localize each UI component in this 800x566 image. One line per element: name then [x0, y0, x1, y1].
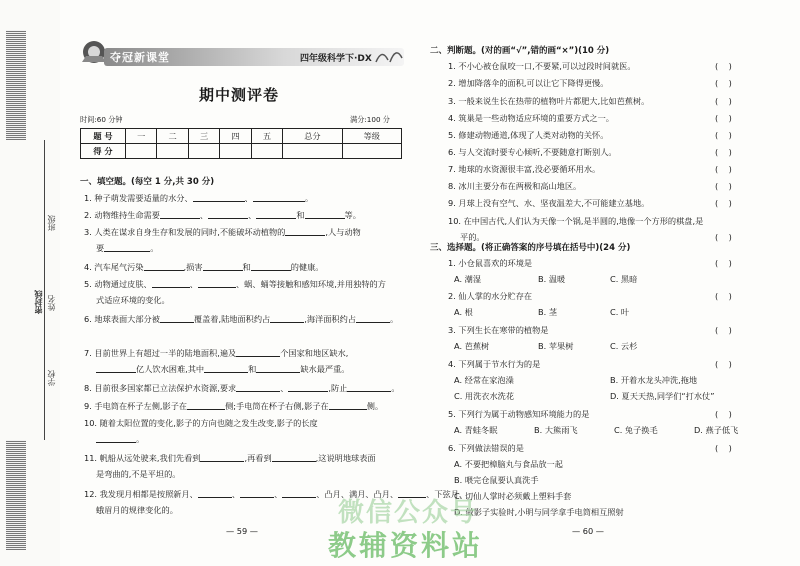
exam-full-score: 满分:100 分 [350, 115, 390, 124]
answer-paren[interactable]: ( ) [715, 96, 732, 106]
option: B. 苹果树 [538, 341, 574, 351]
option: C. 云杉 [610, 341, 638, 351]
judge-item: 6. 与人交流时要专心倾听,不要随意打断别人。 [448, 147, 617, 157]
section-2-title: 二、判断题。(对的画“√”,错的画“×”)(10 分) [430, 46, 610, 56]
judge-item: 4. 筑巢是一些动物适应环境的重要方式之一。 [448, 113, 614, 123]
answer-paren[interactable]: ( ) [715, 130, 732, 140]
q10-cont: 。 [96, 434, 144, 445]
option: A. 青蛙冬眠 [454, 425, 498, 435]
answer-paren[interactable]: ( ) [715, 232, 732, 242]
option: D. 做影子实验时,小明与同学拿手电筒相互照射 [454, 507, 624, 517]
q5: 5. 动物通过皮肤、 、 、蜗、蛹等接触和感知环境,并用独特的方 [84, 279, 386, 289]
score-cell: 总分 [283, 129, 342, 144]
judge-item: 10. 在中国古代,人们认为天像一个锅,是半圆的,地像一个方形的棋盘,是 [448, 216, 704, 226]
binding-margin [0, 0, 60, 566]
option: A. 经常在家泡澡 [454, 375, 514, 385]
q6: 6. 地球表面大部分被 覆盖着,陆地面积约占 ,海洋面积约占 。 [84, 314, 399, 324]
option: A. 潮湿 [454, 274, 482, 284]
option: A. 根 [454, 307, 473, 317]
score-table-row [81, 144, 402, 159]
option: A. 不要把樟脑丸与食品放一起 [454, 459, 563, 469]
choice-q3-stem: 3. 下列生长在寒带的植物是 [448, 325, 549, 335]
score-input[interactable] [126, 144, 157, 159]
watermark-line1: 微信公众号 [338, 498, 479, 528]
binding-school-label: 学校 [47, 370, 56, 386]
score-table-header [81, 129, 402, 144]
answer-paren[interactable]: ( ) [715, 443, 732, 453]
choice-q5-stem: 5. 下列行为属于动物感知环境能力的是 [448, 409, 590, 419]
answer-paren[interactable]: ( ) [715, 113, 732, 123]
answer-paren[interactable]: ( ) [715, 198, 732, 208]
answer-paren[interactable]: ( ) [715, 325, 732, 335]
option: B. 喂完仓鼠要认真洗手 [454, 475, 539, 485]
score-input[interactable] [220, 144, 251, 159]
judge-item: 1. 不小心被仓鼠咬一口,不要紧,可以过段时间就医。 [448, 61, 636, 71]
section-3-title: 三、选择题。(将正确答案的序号填在括号中)(24 分) [430, 243, 631, 253]
judge-item: 8. 冰川主要分布在两极和高山地区。 [448, 181, 582, 191]
page-title: 期中测评卷 [199, 86, 280, 104]
option: C. 切仙人掌时必须戴上塑料手套 [454, 491, 572, 501]
score-cell: 一 [126, 129, 157, 144]
judge-item: 5. 修建动物通道,体现了人类对动物的关怀。 [448, 130, 609, 140]
q12: 12. 我发现月相都是按照新月、 、 、 、凸月、满月、凸月、 、下弦月、 [84, 489, 468, 499]
score-input[interactable] [342, 144, 401, 159]
q4: 4. 汽车尾气污染 ,损害 和 的健康。 [84, 262, 324, 272]
score-row-label: 得 分 [81, 144, 126, 159]
score-input[interactable] [251, 144, 282, 159]
score-cell: 等级 [342, 129, 401, 144]
score-cell: 五 [251, 129, 282, 144]
option: B. 大熊雨飞 [534, 425, 578, 435]
seal-line [44, 140, 45, 440]
page-number-right: — 60 — [572, 526, 604, 536]
option: B. 温暖 [538, 274, 566, 284]
option: B. 茎 [538, 307, 558, 317]
binding-name-label: 姓名 [47, 295, 56, 311]
section-1-title: 一、填空题。(每空 1 分,共 30 分) [80, 177, 215, 187]
score-table [80, 128, 402, 159]
q9: 9. 手电筒在杯子左侧,影子在 侧;手电筒在杯子右侧,影子在 侧。 [84, 401, 384, 411]
answer-paren[interactable]: ( ) [715, 359, 732, 369]
judge-item: 9. 月球上没有空气、水、坚夜温差大,不可能建立基地。 [448, 198, 650, 208]
q11: 11. 帆船从远处驶来,我们先看到 ,再看到 ,这说明地球表面 [84, 453, 376, 463]
choice-q2-stem: 2. 仙人掌的水分贮存在 [448, 291, 533, 301]
judge-item: 7. 地球的水资源很丰富,没必要循环用水。 [448, 164, 601, 174]
grade-tag: 四年级科学下·DX [300, 54, 372, 64]
answer-paren[interactable]: ( ) [715, 291, 732, 301]
option: A. 芭蕉树 [454, 341, 490, 351]
option: C. 兔子换毛 [614, 425, 658, 435]
q7: 7. 目前世界上有超过一半的陆地面积,遍及 个国家和地区缺水, [84, 348, 349, 358]
binding-stripe-top [6, 30, 26, 140]
answer-paren[interactable]: ( ) [715, 258, 732, 268]
page-number-left: — 59 — [226, 526, 258, 536]
score-cell-label: 题 号 [81, 129, 126, 144]
q12-cont: 蛾眉月的规律变化的。 [96, 505, 178, 515]
choice-q1-stem: 1. 小仓鼠喜欢的环境是 [448, 258, 533, 268]
answer-paren[interactable]: ( ) [715, 147, 732, 157]
brand-name: 夺冠新课堂 [110, 51, 170, 64]
q8: 8. 目前很多国家都已立法保护水资源,要求 、 ,防止 。 [84, 383, 400, 393]
answer-paren[interactable]: ( ) [715, 164, 732, 174]
q3: 3. 人类在谋求自身生存和发展的同时,不能破坏动植物的 ,人与动物 [84, 227, 361, 237]
score-cell: 三 [188, 129, 219, 144]
option: B. 开着水龙头冲洗,拖地 [610, 375, 698, 385]
choice-q6-stem: 6. 下列做法错误的是 [448, 443, 524, 453]
answer-paren[interactable]: ( ) [715, 61, 732, 71]
judge-item: 平的。 [460, 232, 485, 242]
score-input[interactable] [157, 144, 188, 159]
q10: 10. 随着太阳位置的变化,影子的方向也随之发生改变,影子的长度 [84, 418, 318, 428]
binding-seal-label: 密封线 [34, 290, 43, 314]
q7-cont: 亿人饮水困难,其中 和 缺水最严重。 [96, 364, 349, 375]
option: C. 黑暗 [610, 274, 638, 284]
q11-cont: 是弯曲的,不是平坦的。 [96, 469, 181, 479]
binding-stripe-bottom [6, 440, 26, 550]
exam-time: 时间:60 分钟 [80, 115, 123, 124]
score-input[interactable] [188, 144, 219, 159]
q3-cont: 要 。 [96, 243, 159, 253]
option: C. 用洗衣水洗花 [454, 391, 515, 401]
score-cell: 二 [157, 129, 188, 144]
q5-cont: 式适应环境的变化。 [96, 295, 170, 305]
binding-class-label: 班级 [47, 215, 56, 231]
answer-paren[interactable]: ( ) [715, 181, 732, 191]
option: C. 叶 [610, 307, 630, 317]
q1: 1. 种子萌发需要适量的水分、 、 。 [84, 193, 314, 203]
judge-item: 2. 增加降落伞的面积,可以让它下降得更慢。 [448, 78, 609, 88]
watermark-line2: 教辅资料站 [328, 529, 484, 562]
score-cell: 四 [220, 129, 251, 144]
judge-item: 3. 一般来说生长在热带的植物叶片都肥大,比如芭蕉树。 [448, 96, 650, 106]
option: D. 燕子低飞 [694, 425, 739, 435]
q2: 2. 动物维持生命需要 、 、 和 等。 [84, 210, 361, 220]
answer-paren[interactable]: ( ) [715, 78, 732, 88]
option: D. 夏天天热,同学们“打水仗” [610, 391, 715, 401]
leaf-decoration-icon [372, 44, 406, 66]
answer-paren[interactable]: ( ) [715, 409, 732, 419]
choice-q4-stem: 4. 下列属于节水行为的是 [448, 359, 541, 369]
score-input[interactable] [283, 144, 342, 159]
